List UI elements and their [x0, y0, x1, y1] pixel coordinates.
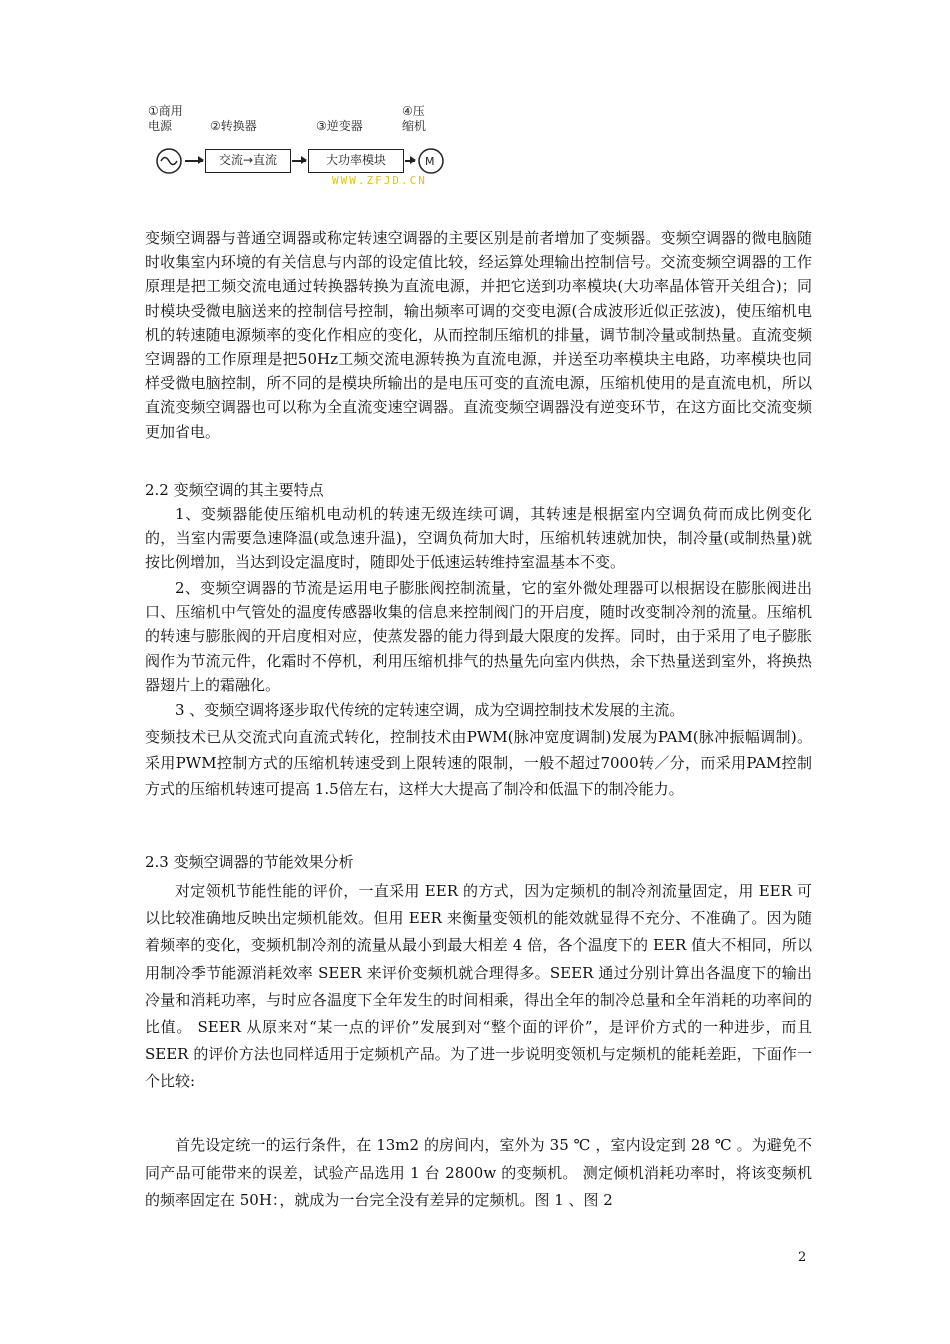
paragraph-feature-2: 2、变频空调器的节流是运用电子膨胀阀控制流量，它的室外微处理器可以根据设在膨胀阀进出口、压缩机中气管处的温度传感器收集的信息来控制阀门的开启度，随时改变制冷剂的流量。压缩机的转速与膨胀阀的开启度相对应，使蒸发器的能力得到最大限度的发挥。同时，由于采用了电子膨胀阀作为节流元件，化霜时不停机，利用压缩机排气的热量先向室内供热，余下热量送到室外，将换热器翅片上的霜融化。	[145, 579, 812, 694]
paragraph-feature-3: 3 、变频空调将逐步取代传统的定转速空调，成为空调控制技术发展的主流。	[175, 701, 685, 719]
paragraph-feature-1: 1、变频器能使压缩机电动机的转速无级连续可调，其转速是根据室内空调负荷而成比例变化的，当室内需要急速降温(或急速升温)，空调负荷加大时，压缩机转速就加快，制冷量(或制热量)就按比例增加，当达到设定温度时，随即处于低速运转维持室温基本不变。	[145, 505, 812, 572]
paragraph-principle: 变频空调器与普通空调器或称定转速空调器的主要区别是前者增加了变频器。变频空调器的微电脑随时收集室内环境的有关信息与内部的设定值比较，经运算处理输出控制信号。交流变频空调器的工作原理是把工频交流电通过转换器转换为直流电源，并把它送到功率模块(大功率晶体管开关组合)；同时模块受微电脑送来的控制信号控制，输出频率可调的交变电源(合成波形近似正弦波)，使压缩机电机的转速随电源频率的变化作相应的变化，从而控制压缩机的排量，调节制冷量或制热量。直流变频空调器的工作原理是把50Hz工频交流电源转换为直流电源，并送至功率模块主电路，功率模块也同样受微电脑控制，所不同的是模块所输出的是电压可变的直流电源，压缩机使用的是直流电机，所以直流变频空调器也可以称为全直流变速空调器。直流变频空调器没有逆变环节，在这方面比交流变频更加省电。	[145, 229, 812, 441]
label-converter: ②转换器	[210, 119, 257, 133]
label-commercial-power: ①商用 电源	[148, 104, 183, 133]
page-number: 2	[798, 1250, 807, 1265]
arrow-3	[405, 160, 415, 162]
ac-dc-box: 交流→直流	[205, 149, 291, 173]
label-compressor: ④压 缩机	[402, 104, 427, 133]
section-heading-2-2: 2.2 变频空调的其主要特点	[145, 481, 324, 499]
motor-symbol: M	[425, 155, 435, 168]
watermark-text: WWW.ZFJD.CN	[332, 174, 427, 187]
section-heading-2-3: 2.3 变频空调器的节能效果分析	[145, 853, 354, 871]
arrow-1	[185, 160, 203, 162]
paragraph-pwm-pam: 变频技术已从交流式向直流式转化，控制技术由PWM(脉冲宽度调制)发展为PAM(脉冲振幅调制)。采用PWM控制方式的压缩机转速受到上限转速的限制，一般不超过7000转／分，而采用PAM控制方式的压缩机转速可提高 1.5倍左右，这样大大提高了制冷和低温下的制冷能力。	[145, 728, 812, 798]
paragraph-test-conditions: 首先设定统一的运行条件，在 13m2 的房间内，室外为 35 ℃ ，室内设定到 28 ℃ 。为避免不同产品可能带来的误差，试验产品选用 1 台 2800w 的变频机。 测定倾机消耗功率时，将该变频机的频率固定在 50H：，就成为一台完全没有差异的定频机。图 1 、图 2	[145, 1136, 812, 1209]
paragraph-seer: 对定领机节能性能的评价，一直采用 EER 的方式，因为定频机的制冷剂流量固定，用 EER 可以比较准确地反映出定频机能效。但用 EER 来衡量变领机的能效就显得不充分、不准确了。因为随着频率的变化，变频机制冷剂的流量从最小到最大相差 4 倍，各个温度下的 EER 值大不相同，所以用制冷季节能源消耗效率 SEER 来评价变频机就合理得多。SEER 通过分别计算出各温度下的输出冷量和消耗功率，与时应各温度下全年发生的时间相乘，得出全年的制冷总量和全年消耗的功率间的比值。 SEER 从原来对“某一点的评价”发展到对“整个面的评价”，是评价方式的一种进步，而且 SEER 的评价方法也同样适用于定频机产品。为了进一步说明变领机与定频机的能耗差距，下面作一个比较:	[145, 882, 812, 1091]
arrow-2	[292, 160, 306, 162]
inverter-block-diagram	[140, 104, 460, 194]
label-inverter: ③逆变器	[316, 119, 363, 133]
power-module-box: 大功率模块	[308, 149, 404, 173]
ac-source-icon	[154, 146, 184, 176]
